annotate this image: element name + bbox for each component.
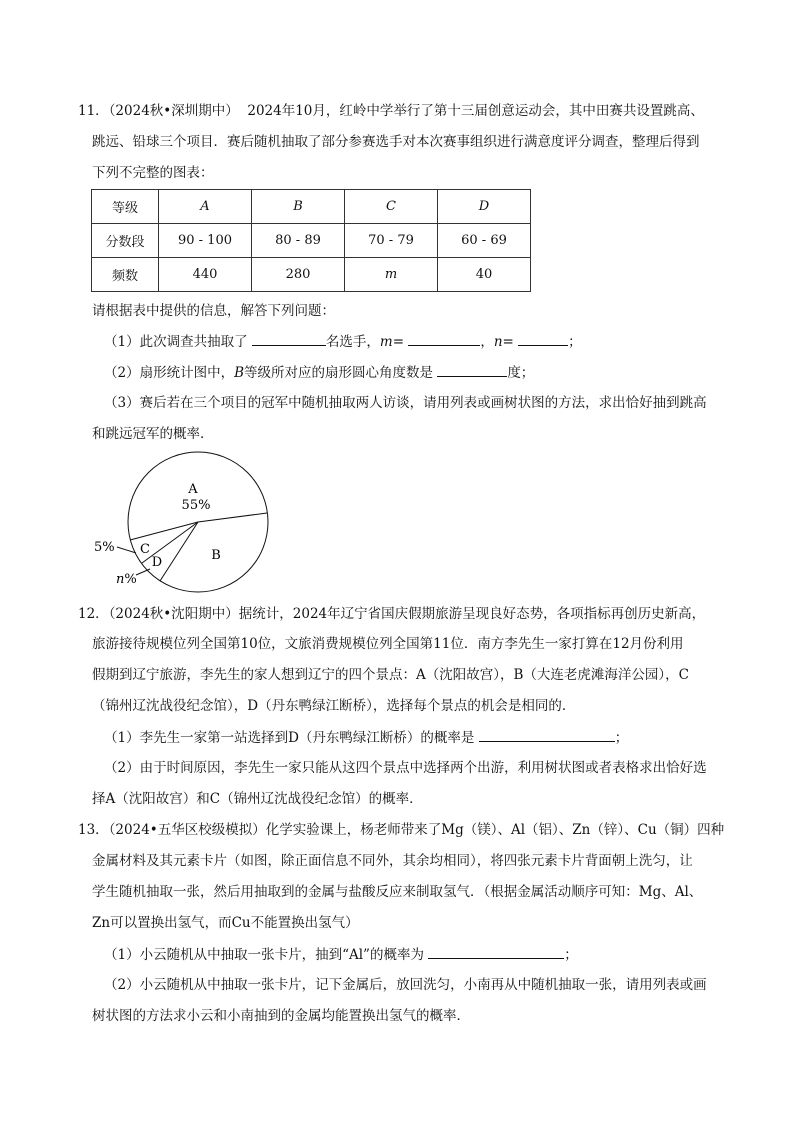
- table-cell: A: [200, 199, 210, 214]
- q13-text-line3: 学生随机抽取一张，然后用抽取到的金属与盐酸反应来制取氢气．（根据金属活动顺序可知：Mg、Al、: [92, 884, 703, 900]
- table-cell: 90 - 100: [159, 224, 252, 258]
- table-cell: 40: [438, 258, 531, 292]
- table-cell: 60 - 69: [438, 224, 531, 258]
- pie-pct-a: 55%: [181, 498, 211, 513]
- pie-boundary-cd: [142, 522, 198, 563]
- answer-blank[interactable]: [518, 331, 568, 346]
- pie-label-d: D: [151, 555, 163, 570]
- q11-sub1-end: ；: [568, 334, 582, 350]
- pie-label-b: B: [211, 548, 221, 563]
- q12-sub1-text: （1）李先生一家第一站选择到D（丹东鸭绿江断桥）的概率是: [104, 730, 475, 746]
- q11-sub2: [104, 362, 534, 383]
- q11-line1: [78, 101, 704, 121]
- q11-sub3-line2: 和跳远冠军的概率．: [92, 426, 214, 442]
- pie-label-c: C: [140, 542, 150, 557]
- q11-number: 11．: [78, 103, 109, 119]
- q13-text-line1: 化学实验课上，杨老师带来了Mg（镁）、Al（铝）、Zn（锌）、Cu（铜）四种: [265, 822, 725, 838]
- q11-text-line3: 下列不完整的图表：: [92, 165, 214, 181]
- table-cell: 70 - 79: [345, 224, 438, 258]
- q12-sub1: [104, 727, 628, 748]
- table-row: [92, 190, 531, 224]
- q11-sub2-text-b: 等级所对应的扇形圆心角度数是: [244, 365, 434, 381]
- q11-text-line2: 跳远、铅球三个项目．赛后随机抽取了部分参赛选手对本次赛事组织进行满意度评分调查，整理后得到: [92, 134, 700, 150]
- q13-sub2-line2: 树状图的方法求小云和小南抽到的金属均能置换出氢气的概率．: [92, 1008, 470, 1024]
- q13-sub1-end: ；: [564, 947, 578, 963]
- table-cell: 440: [159, 258, 252, 292]
- var-n: n: [493, 334, 503, 350]
- q13-line1: [78, 820, 724, 840]
- q11-sub3-line1: （3）赛后若在三个项目的冠军中随机抽取两人访谈，请用列表或画树状图的方法，求出恰好抽到跳高: [104, 395, 707, 411]
- pie-boundary-ab: [198, 513, 267, 522]
- q12-text-line3: 假期到辽宁旅游，李先生的家人想到辽宁的四个景点：A（沈阳故宫），B（大连老虎滩海洋公园），C: [92, 667, 689, 683]
- q11-sub2-text: （2）扇形统计图中，: [104, 365, 235, 381]
- var-m: m: [379, 334, 393, 350]
- equals-sign: =: [502, 334, 514, 350]
- q13-sub1-text: （1）小云随机从中抽取一张卡片，抽到“Al”的概率为: [104, 947, 424, 963]
- q12-source: （2024秋•沈阳期中）: [108, 606, 239, 622]
- table-cell: B: [293, 199, 303, 214]
- q12-text-line4: （锦州辽沈战役纪念馆），D（丹东鸭绿江断桥），选择每个景点的机会是相同的．: [92, 698, 576, 714]
- pie-label-a: A: [188, 482, 198, 497]
- table-row-label: 分数段: [92, 224, 159, 258]
- q13-source: （2024•五华区校级模拟）: [108, 822, 266, 838]
- q12-sub2-line2: 择A（沈阳故宫）和C（锦州辽沈战役纪念馆）的概率．: [92, 791, 423, 807]
- table-cell: C: [386, 199, 396, 214]
- q13-text-line4: Zn可以置换出氢气，而Cu不能置换出氢气）: [92, 915, 359, 931]
- table-row: [92, 258, 531, 292]
- q13-number: 13．: [78, 822, 109, 838]
- q11-sub1-text-b: 名选手，: [325, 334, 380, 350]
- pie-pct-d: [116, 572, 137, 587]
- pie-leader-d: [136, 569, 150, 575]
- score-table: [91, 189, 531, 292]
- answer-blank[interactable]: [428, 944, 564, 959]
- table-cell: D: [478, 199, 490, 214]
- q13-text-line2: 金属材料及其元素卡片（如图，除正面信息不同外，其余均相同），将四张元素卡片背面朝上洗匀，让: [92, 853, 693, 869]
- pie-pct-c: 5%: [94, 540, 115, 555]
- q12-line1: [78, 604, 705, 624]
- q12-sub2-line1: （2）由于时间原因，李先生一家只能从这四个景点中选择两个出游，利用树状图或者表格求出恰好选: [104, 760, 707, 776]
- pie-pct-d-var: n: [116, 572, 125, 587]
- answer-blank[interactable]: [252, 331, 326, 346]
- answer-blank[interactable]: [437, 362, 507, 377]
- answer-blank[interactable]: [408, 331, 480, 346]
- table-row-label: 频数: [92, 258, 159, 292]
- q11-prompt: 请根据表中提供的信息，解答下列问题：: [92, 303, 335, 319]
- equals-sign: =: [392, 334, 405, 350]
- q12-sub1-end: ；: [614, 730, 629, 746]
- var-b: B: [234, 365, 245, 381]
- answer-blank[interactable]: [479, 727, 615, 742]
- pie-chart: [90, 450, 290, 600]
- table-cell: m: [384, 267, 398, 282]
- table-cell: 280: [252, 258, 345, 292]
- pie-pct-d-sign: %: [124, 572, 137, 587]
- table-row: [92, 224, 531, 258]
- q11-source: （2024秋•深圳期中）: [108, 103, 239, 119]
- q11-text-line1: 2024年10月，红岭中学举行了第十三届创意运动会，其中田赛共设置跳高、: [247, 103, 704, 119]
- q11-sub2-end: 度；: [507, 365, 535, 381]
- q11-sub1: （1）此次调查共抽取了 名选手，m= ，n= ；: [104, 331, 582, 352]
- q12-text-line1: 据统计，2024年辽宁省国庆假期旅游呈现良好态势，各项指标再创历史新高，: [238, 606, 706, 622]
- q13-sub1: [104, 944, 578, 965]
- q13-sub2-line1: （2）小云随机从中抽取一张卡片，记下金属后，放回洗匀，小南再从中随机抽取一张，请用列表或画: [104, 977, 707, 993]
- q12-text-line2: 旅游接待规模位列全国第10位，文旅消费规模位列全国第11位．南方李先生一家打算在12月份利用: [92, 636, 684, 652]
- q12-number: 12．: [78, 606, 109, 622]
- q11-sub1-text: （1）此次调查共抽取了: [104, 334, 248, 350]
- table-cell: 80 - 89: [252, 224, 345, 258]
- table-row-label: 等级: [92, 190, 159, 224]
